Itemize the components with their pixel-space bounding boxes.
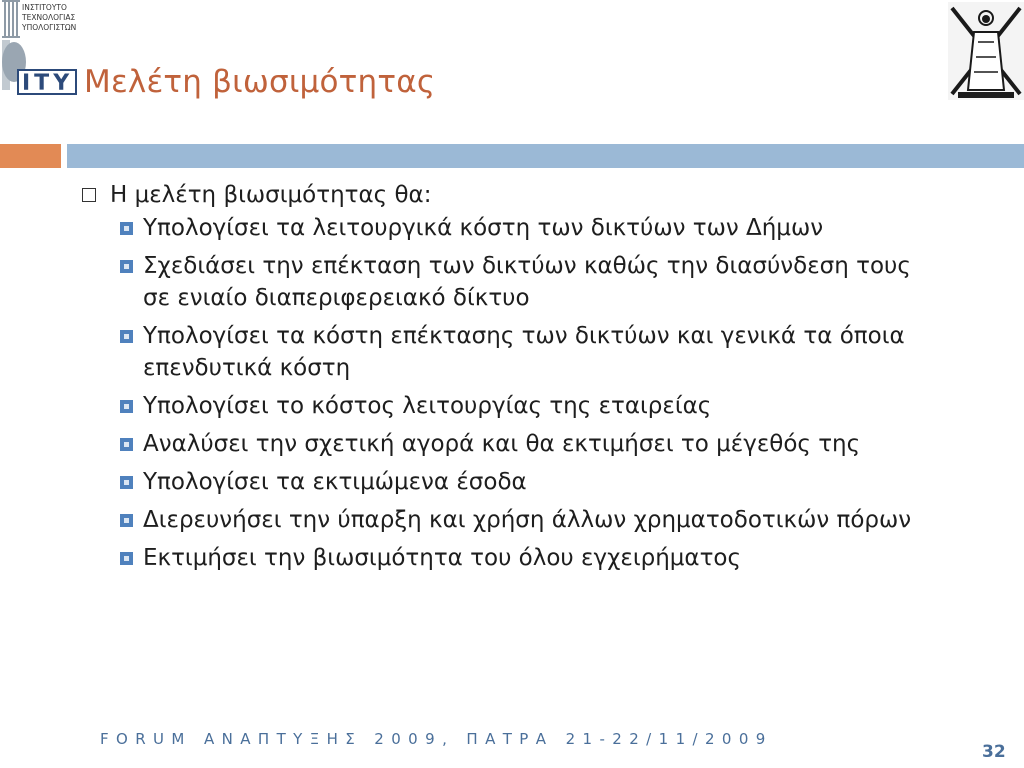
list-item-text: Υπολογίσει τα λειτουργικά κόστη των δικτύων των Δήμων — [143, 215, 824, 241]
orange-divider-bar — [0, 144, 61, 168]
logo-abbr: ΙΤΥ — [22, 71, 74, 96]
list-item-text: Υπολογίσει τα εκτιμώμενα έσοδα — [143, 469, 527, 495]
list-item — [120, 504, 980, 536]
blue-divider-bar — [67, 144, 1024, 168]
ity-logo — [0, 0, 82, 100]
hollow-square-bullet-icon — [82, 188, 96, 202]
square-bullet-icon — [120, 552, 133, 565]
list-item — [120, 428, 980, 460]
list-item-text: Σχεδιάσει την επέκταση των δικτύων καθώς την διασύνδεση τους σε ενιαίο διαπεριφερειακό δίκτυο — [143, 253, 911, 311]
square-bullet-icon — [120, 476, 133, 489]
square-bullet-icon — [120, 400, 133, 413]
list-item — [120, 466, 980, 498]
list-item — [120, 250, 980, 314]
list-item — [120, 390, 980, 422]
list-item — [120, 320, 980, 384]
square-bullet-icon — [120, 438, 133, 451]
list-item — [120, 542, 980, 574]
list-item-text: Διερευνήσει την ύπαρξη και χρήση άλλων χρηματοδοτικών πόρων — [143, 507, 912, 533]
list-item-text: Αναλύσει την σχετική αγορά και θα εκτιμήσει το μέγεθός της — [143, 431, 861, 457]
square-bullet-icon — [120, 514, 133, 527]
sub-bullet-list — [80, 212, 980, 574]
list-item-text: Υπολογίσει το κόστος λειτουργίας της εταιρείας — [143, 393, 712, 419]
list-item-text: Υπολογίσει τα κόστη επέκτασης των δικτύων και γενικά τα όποια επενδυτικά κόστη — [143, 323, 905, 381]
list-item-text: Εκτιμήσει την βιωσιμότητα του όλου εγχειρήματος — [143, 545, 741, 571]
list-item — [120, 212, 980, 244]
intro-text: Η μελέτη βιωσιμότητας θα: — [110, 182, 432, 208]
square-bullet-icon — [120, 260, 133, 273]
saint-emblem-icon — [948, 2, 1024, 100]
square-bullet-icon — [120, 330, 133, 343]
slide-title: Μελέτη βιωσιμότητας — [84, 64, 436, 100]
logo-line-1: ΙΝΣΤΙΤΟΥΤΟ — [22, 3, 67, 12]
slide-content — [80, 178, 980, 580]
page-number: 32 — [982, 742, 1006, 762]
square-bullet-icon — [120, 222, 133, 235]
footer-text: FORUM ΑΝΑΠΤΥΞΗΣ 2009, ΠΑΤΡΑ 21-22/11/2009 — [100, 730, 773, 748]
logo-line-3: ΥΠΟΛΟΓΙΣΤΩΝ — [22, 23, 77, 32]
intro-bullet — [80, 178, 980, 212]
logo-line-2: ΤΕΧΝΟΛΟΓΙΑΣ — [22, 13, 76, 22]
